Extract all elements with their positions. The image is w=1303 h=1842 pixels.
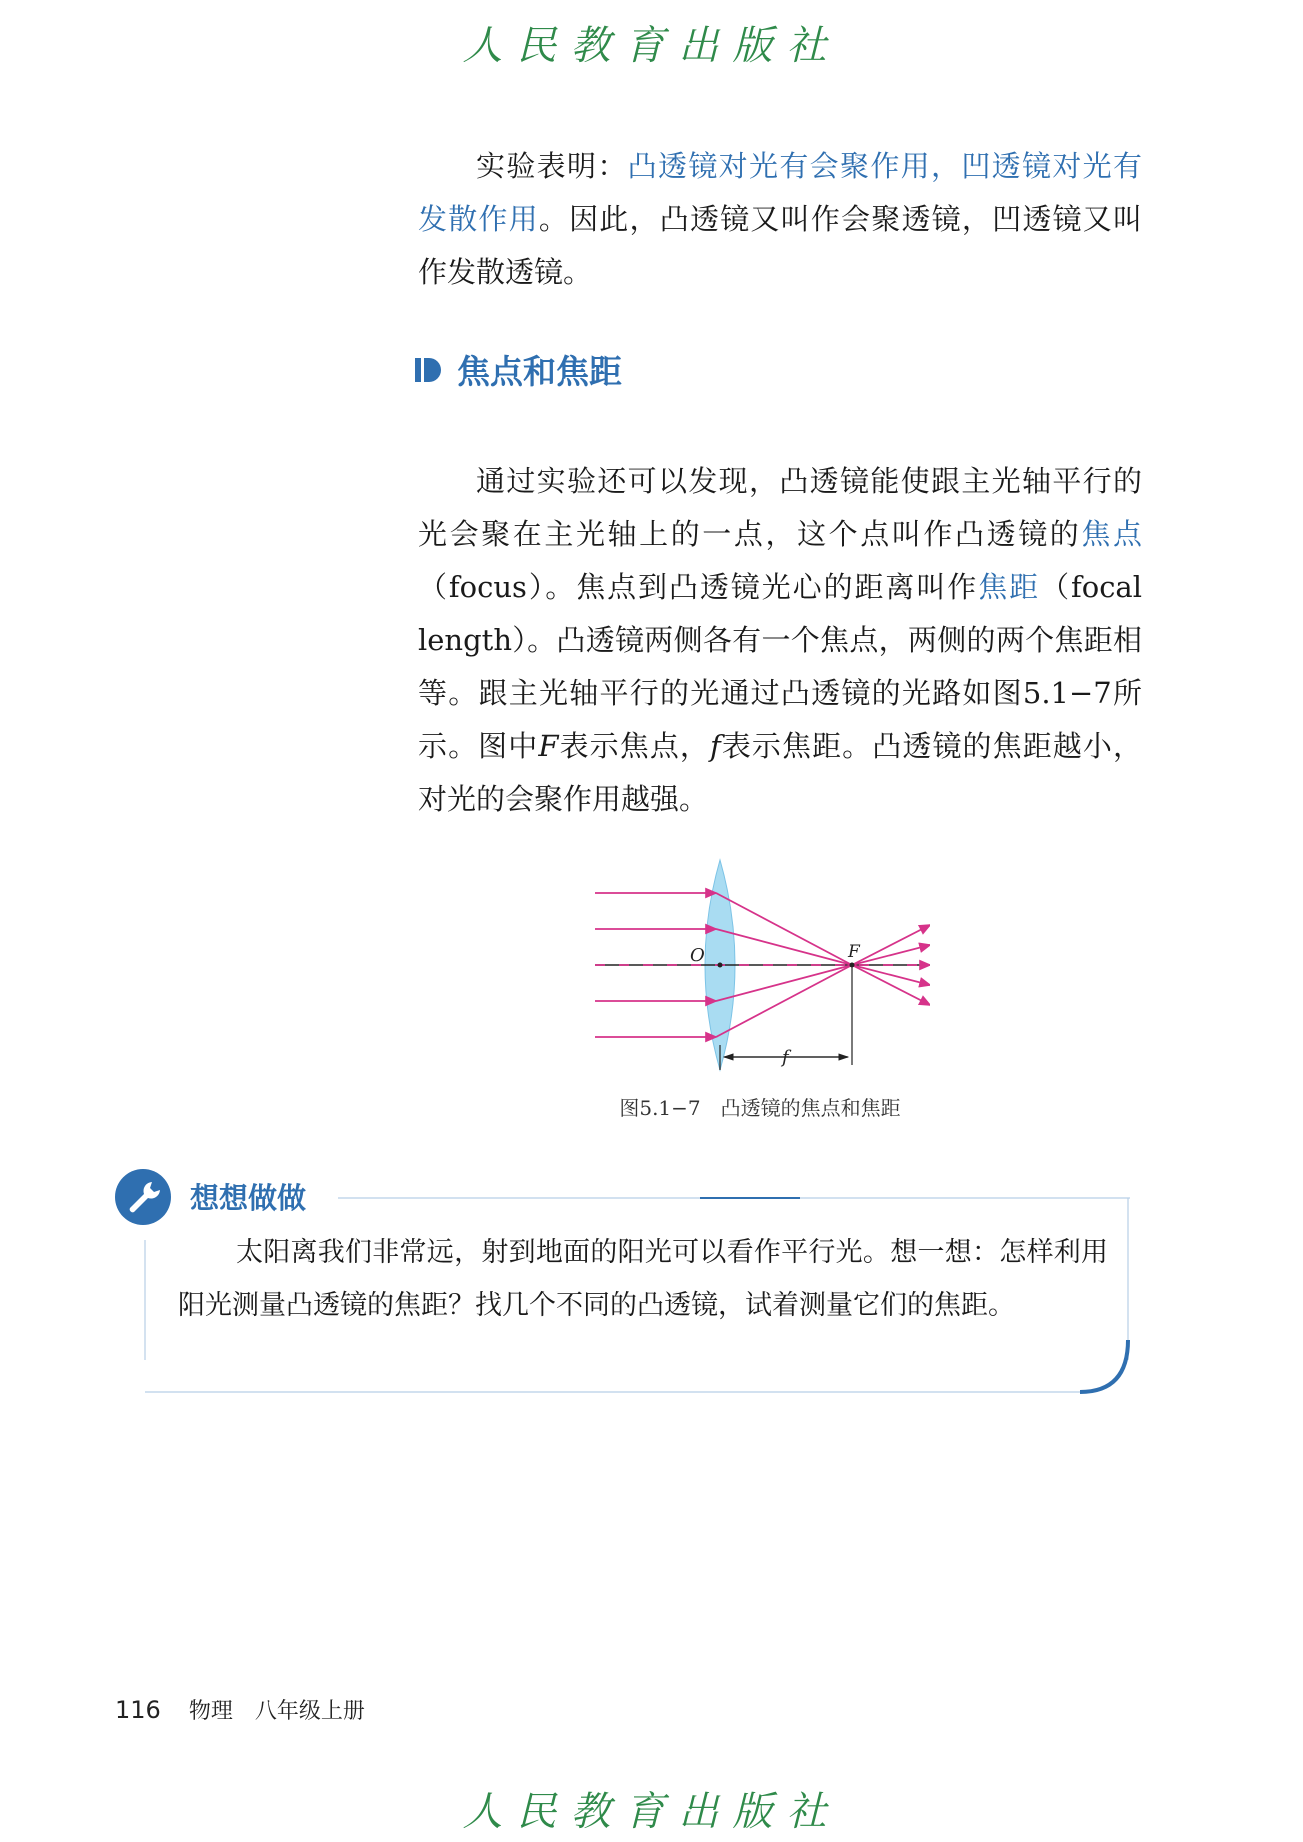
- refracted-ray-2: [716, 929, 930, 985]
- publisher-logo-bottom: 人民教育出版社: [462, 1789, 841, 1835]
- figure-caption: 图5.1−7 凸透镜的焦点和焦距: [619, 1096, 901, 1120]
- term-focus: 焦点: [1081, 517, 1142, 551]
- paragraph-focus: [418, 455, 1142, 826]
- label-F: F: [848, 942, 860, 962]
- publisher-logo-top: 人民教育出版社: [462, 23, 841, 69]
- para2-part1: 通过实验还可以发现，凸透镜能使跟主光轴平行的光会聚在主光轴上的一点，这个点叫作凸透镜的: [418, 464, 1142, 551]
- section-title: 焦点和焦距: [457, 352, 622, 391]
- wrench-icon: [114, 1168, 172, 1226]
- para1-highlight: 凸透镜对光有会聚作用，凹透镜对光有发散作用: [418, 149, 1142, 236]
- label-f: f: [782, 1047, 789, 1068]
- think-text: 太阳离我们非常远，射到地面的阳光可以看作平行光。想一想：怎样利用阳光测量凸透镜的焦距？找几个不同的凸透镜，试着测量它们的焦距。: [178, 1237, 1108, 1321]
- focus-point: [850, 963, 855, 968]
- para2-part3: （focal length）。凸透镜两侧各有一个焦点，两侧的两个焦距相等。跟主光轴平行的光通过凸透镜的光路如图5.1−7所示。图中: [418, 570, 1143, 763]
- para2-part5: 表示焦距。凸透镜的焦距越小，对光的会聚作用越强。: [418, 729, 1142, 816]
- refracted-ray-4: [716, 945, 930, 1001]
- convex-lens-diagram: [590, 845, 930, 1085]
- para1-suffix: 。因此，凸透镜又叫作会聚透镜，凹透镜又叫作发散透镜。: [418, 202, 1142, 289]
- var-F: F: [538, 729, 559, 763]
- think-and-do-box: [140, 1180, 1130, 1400]
- footer-subject: 物理: [188, 1699, 233, 1724]
- page-footer: [115, 1694, 387, 1725]
- refracted-ray-5: [716, 925, 930, 1037]
- para1-prefix: 实验表明：: [476, 149, 628, 183]
- label-O: O: [690, 945, 705, 966]
- refracted-ray-1: [716, 893, 930, 1005]
- footer-grade: 八年级上册: [254, 1699, 365, 1724]
- term-focal-length: 焦距: [978, 570, 1041, 604]
- paragraph-lens-summary: [418, 140, 1142, 299]
- para2-part4: 表示焦点，: [558, 729, 711, 763]
- section-marker-icon: [415, 356, 443, 384]
- section-heading: [415, 346, 622, 393]
- var-f: f: [710, 729, 721, 763]
- page-number: 116: [115, 1696, 161, 1724]
- para2-part2: （focus）。焦点到凸透镜光心的距离叫作: [418, 570, 979, 604]
- think-title: 想想做做: [190, 1181, 307, 1215]
- optical-center-point: [718, 963, 723, 968]
